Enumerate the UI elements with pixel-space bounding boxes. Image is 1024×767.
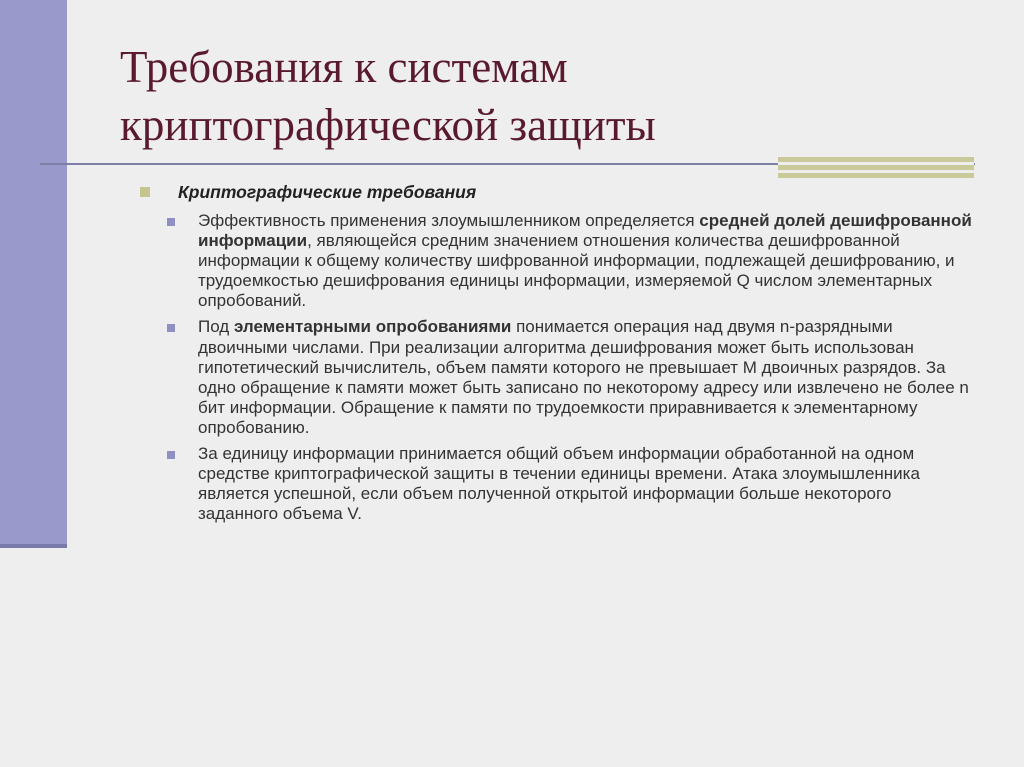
square-bullet-icon [140,187,150,197]
bold-term: средней долей дешифрованной информации [198,211,972,251]
list-item-text [198,317,973,438]
list-item [140,211,980,311]
title-accent-stripes [778,157,974,178]
text-run: понимается операция над двумя n-разрядными двоичными числами. При реализации алгоритма дешифрования может быть использован гипотетический вычислитель, объем памяти которого не превышает M двоичных разрядов. За одно обращение к памяти может быть записано по некоторому адресу или извлечено не более n бит информации. Обращение к памяти по трудоемкости приравнивается к элементарному опробованию. [198,317,969,437]
square-bullet-icon [167,218,175,226]
text-run: , являющейся средним значением отношения количества дешифрованной информации к общему количеству шифрованной информации, подлежащей дешифрованию, и трудоемкостью дешифрования единицы информации, измеряемой Q числом элементарных опробований. [198,231,955,311]
list-item [140,317,980,438]
square-bullet-icon [167,324,175,332]
side-accent-bar [0,0,67,548]
bold-term: элементарными опробованиями [233,317,512,337]
text-run: Под [198,317,234,337]
slide-body [140,181,980,524]
list-item [140,444,980,524]
list-item-text [198,211,973,311]
text-run: Эффективность применения злоумышленником определяется [198,211,700,230]
section-heading: Криптографические требования [178,182,477,202]
list-item-text: За единицу информации принимается общий объем информации обработанной на одном средстве криптографической защиты в течении единицы времени. Атака злоумышленника является успешной, если объем полученной открытой информации больше некоторого заданного объема V. [198,444,920,524]
section-heading-item [140,181,980,203]
square-bullet-icon [167,451,175,459]
slide-title [120,38,980,154]
slide-title-line1: Требования к системам [120,42,568,92]
slide-title-line2: криптографической защиты [120,100,656,150]
